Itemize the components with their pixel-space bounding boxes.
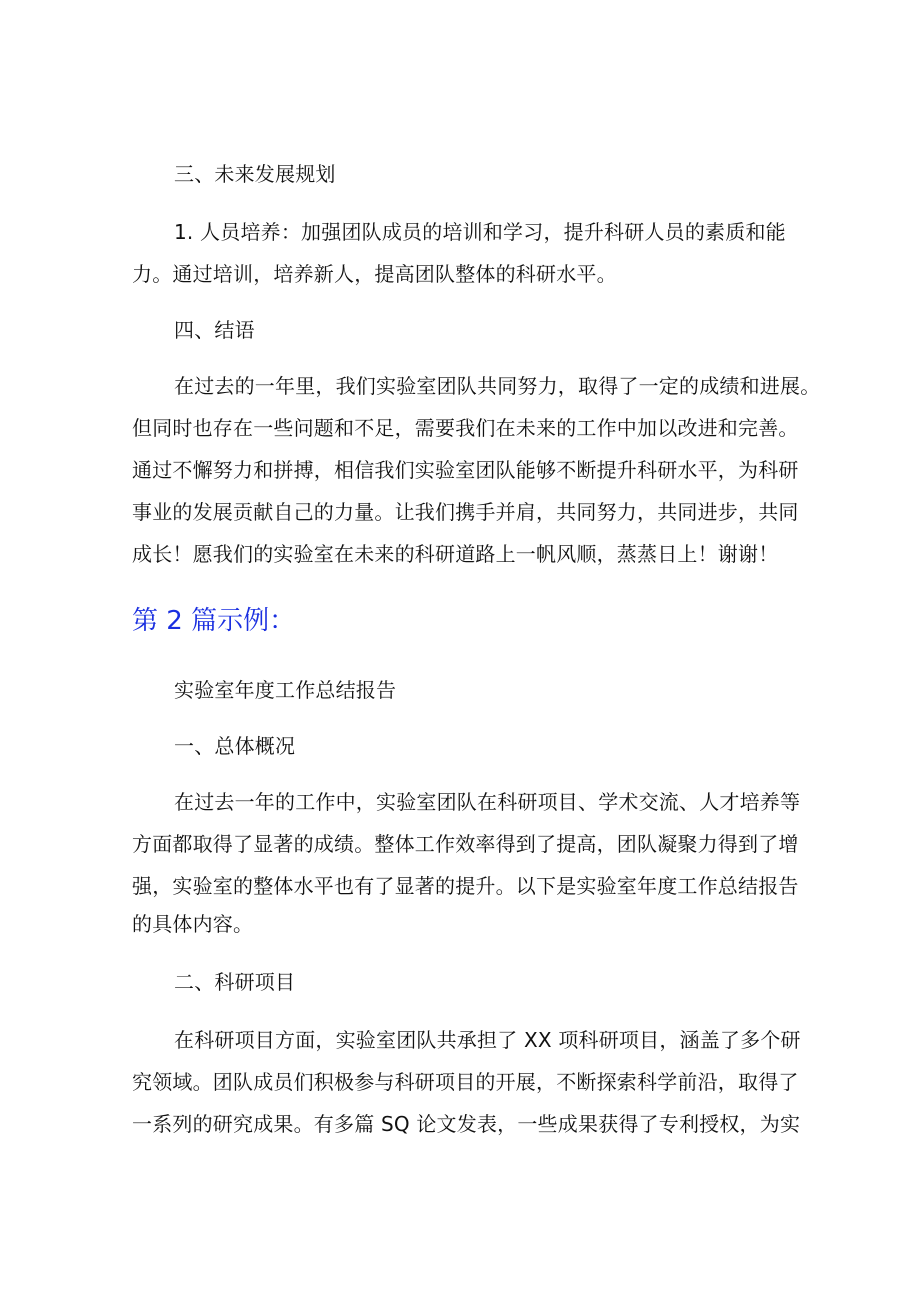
section-heading-research-projects: 二、科研项目 bbox=[174, 970, 296, 994]
paragraph-line: 在科研项目方面，实验室团队共承担了 XX 项科研项目，涵盖了多个研 bbox=[174, 1028, 801, 1052]
section-heading-future-plan: 三、未来发展规划 bbox=[174, 162, 336, 186]
section-heading-conclusion: 四、结语 bbox=[174, 318, 255, 342]
example-heading: 第 2 篇示例： bbox=[132, 606, 296, 636]
paragraph-line: 在过去的一年里，我们实验室团队共同努力，取得了一定的成绩和进展。 bbox=[174, 374, 821, 398]
paragraph-line: 通过不懈努力和拼搏，相信我们实验室团队能够不断提升科研水平，为科研 bbox=[132, 458, 799, 482]
paragraph-line: 成长！愿我们的实验室在未来的科研道路上一帆风顺，蒸蒸日上！谢谢！ bbox=[132, 542, 779, 566]
section-heading-overview: 一、总体概况 bbox=[174, 734, 296, 758]
paragraph-line: 一系列的研究成果。有多篇 SQ 论文发表，一些成果获得了专利授权，为实 bbox=[132, 1112, 801, 1136]
paragraph-line: 的具体内容。 bbox=[132, 912, 254, 936]
paragraph-line: 力。通过培训，培养新人，提高团队整体的科研水平。 bbox=[132, 262, 617, 286]
paragraph-line: 究领域。团队成员们积极参与科研项目的开展，不断探索科学前沿，取得了 bbox=[132, 1070, 799, 1094]
paragraph-line: 方面都取得了显著的成绩。整体工作效率得到了提高，团队凝聚力得到了增 bbox=[132, 832, 799, 856]
report-title: 实验室年度工作总结报告 bbox=[174, 678, 397, 702]
paragraph-line: 强，实验室的整体水平也有了显著的提升。以下是实验室年度工作总结报告 bbox=[132, 874, 799, 898]
paragraph-line: 1. 人员培养：加强团队成员的培训和学习，提升科研人员的素质和能 bbox=[174, 220, 786, 244]
paragraph-line: 事业的发展贡献自己的力量。让我们携手并肩，共同努力，共同进步，共同 bbox=[132, 500, 799, 524]
paragraph-line: 在过去一年的工作中，实验室团队在科研项目、学术交流、人才培养等 bbox=[174, 790, 801, 814]
paragraph-line: 但同时也存在一些问题和不足，需要我们在未来的工作中加以改进和完善。 bbox=[132, 416, 799, 440]
